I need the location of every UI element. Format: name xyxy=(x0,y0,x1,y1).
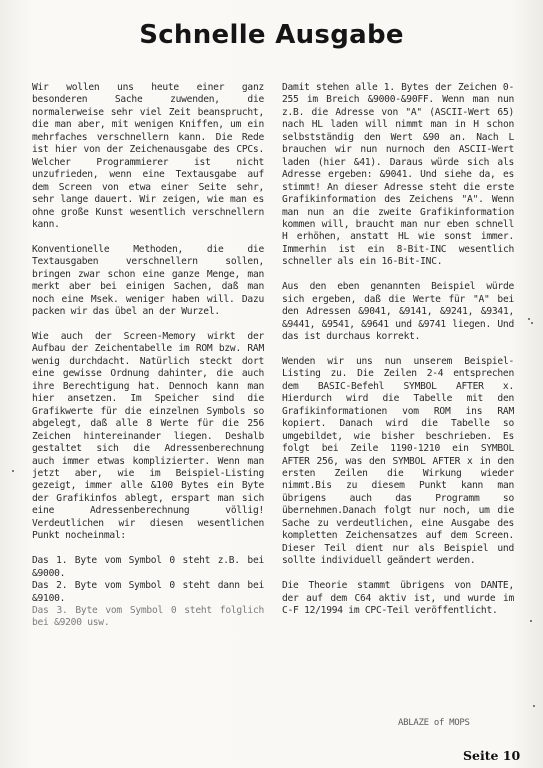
paragraph-address-explanation: Damit stehen alle 1. Bytes der Zeichen 0-255 im Breich &9000-&90FF. Wenn man nun z.B. die Adresse von "A" (ASCII-Wert 65) nach HL laden will nimmt man in H schon selbstständig den Wert &90 an. Nach L brauchen wir nun nurnoch den ASCII-Wert laden (hier &41). Daraus würde sich als Adresse ergeben: &9041. Und siehe da, es stimmt! An dieser Adresse steht die erste Grafikinformation des Zeichens "A". Wenn man nun an die zweite Grafikinformation kommen will, braucht man nur eben schnell H erhöhen, anstatt HL wie sonst immer. Immerhin ist ein 8-Bit-INC wesentlich schneller als ein 16-Bit-INC. xyxy=(282,82,514,268)
article-title: Schnelle Ausgabe xyxy=(139,20,404,50)
example-line-byte-2: Das 2. Byte vom Symbol 0 steht dann bei &9100. xyxy=(32,580,264,604)
paragraph-example-addresses: Aus den eben genannten Beispiel würde sich ergeben, daß die Werte für "A" bei den Adressen &9041, &9141, &9241, &9341, &9441, &9541, &9641 und &9741 liegen. Und das ist durchaus korrekt. xyxy=(282,281,514,343)
example-line-byte-1: Das 1. Byte vom Symbol 0 steht z.B. bei &9000. xyxy=(32,555,264,579)
scan-speck xyxy=(533,705,535,707)
paragraph-conventional-methods: Konventionelle Methoden, die die Textausgaben verschnellern sollen, bringen zwar schon eine ganze Menge, man merkt aber bei einigen Sachen, daß man noch eine Msek. weniger haben will. Dazu packen wir das übel an der Wurzel. xyxy=(32,243,264,318)
scan-speck xyxy=(530,620,532,622)
author-signature: ABLAZE of MOPS xyxy=(398,718,470,728)
scan-speck xyxy=(531,322,533,324)
scan-speck xyxy=(12,470,14,472)
right-column xyxy=(282,82,514,617)
page-number: Seite 10 xyxy=(463,748,521,763)
scan-speck xyxy=(528,318,530,320)
left-column xyxy=(32,82,264,630)
paragraph-intro: Wir wollen uns heute einer ganz besonderen Sache zuwenden, die normalerweise sehr viel Zeit beansprucht, die man aber, mit wenigen Kniffen, um ein mehrfaches verschnellern kann. Die Rede ist hier von der Zeichenausgabe des CPCs. Welcher Programmierer ist nicht unzufrieden, wenn eine Textausgabe auf dem Screen von etwa einer Seite sehr, sehr lange dauert. Wir zeigen, wie man es ohne große Kunst wesentlich verschnellern kann. xyxy=(32,82,264,230)
paragraph-listing-description: Wenden wir uns nun unserem Beispiel-Listing zu. Die Zeilen 2-4 entsprechen dem BASIC-Befehl SYMBOL AFTER x. Hierdurch wird die Tabelle mit den Grafikinformationen vom ROM ins RAM kopiert. Danach wird die Tabelle so umgebildet, wie bisher beschrieben. Es folgt bei Zeile 1190-1210 ein SYMBOL AFTER 256, was den SYMBOL AFTER x in den ersten Zeilen die Wirkung wieder nimmt.Bis zu diesem Punkt kann man übrigens auch das Programm so übernehmen.Danach folgt nur noch, um die Sache zu verdeutlichen, eine Ausgabe des kompletten Zeichensatzes auf dem Screen. Dieser Teil dient nur als Beispiel und sollte individuell geändert werden. xyxy=(282,355,514,567)
paragraph-credits: Die Theorie stammt übrigens von DANTE, der auf dem C64 aktiv ist, und wurde im C-F 12/1994 im CPC-Teil veröffentlicht. xyxy=(282,580,514,616)
paragraph-character-table: Wie auch der Screen-Memory wirkt der Aufbau der Zeichentabelle im ROM bzw. RAM wenig durchdacht. Natürlich steckt dort eine gewisse Ordnung dahinter, die auch ihre Berechtigung hat. Dennoch kann man hier ansetzen. Im Speicher sind die Grafikwerte für die einzelnen Symbols so abgelegt, daß alle 8 Werte für die 256 Zeichen hintereinander liegen. Deshalb gestaltet sich die Adressenberechnung auch immer etwas komplizierter. Wenn man jetzt aber, wie im Beispiel-Listing gezeigt, immer alle &100 Bytes ein Byte der Grafikinfos ablegt, erspart man sich eine Adressenberechnung völlig! Verdeutlichen wir diesen wesentlichen Punkt nocheinmal: xyxy=(32,331,264,542)
example-line-byte-3: Das 3. Byte vom Symbol 0 steht folglich bei &9200 usw. xyxy=(32,604,264,629)
